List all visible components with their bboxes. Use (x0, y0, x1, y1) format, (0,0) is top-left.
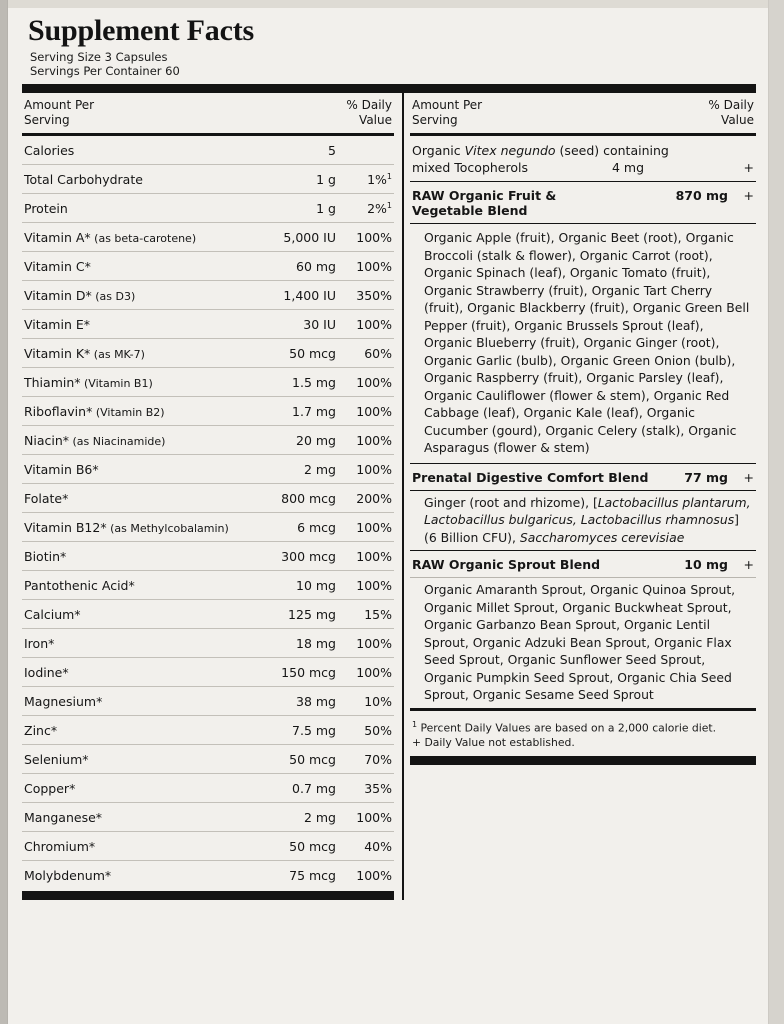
table-row (22, 165, 394, 194)
nutrient-amount: 5 (269, 136, 338, 165)
table-row (22, 484, 394, 513)
nutrient-amount: 20 mg (269, 426, 338, 455)
nutrient-name: Calories (22, 136, 269, 165)
page-right-edge (768, 0, 784, 1024)
top-rule (22, 84, 756, 93)
sprout-blend-row (410, 551, 756, 577)
page-title: Supplement Facts (28, 14, 254, 47)
page-left-edge (0, 0, 8, 1024)
table-row (22, 658, 394, 687)
nutrient-amount: 38 mg (269, 687, 338, 716)
digestive-blend-row (410, 464, 756, 490)
left-column (22, 93, 402, 900)
nutrient-amount: 1.5 mg (269, 368, 338, 397)
nutrient-name: Vitamin D* (as D3) (22, 281, 269, 310)
nutrient-table (22, 136, 394, 889)
table-row (22, 542, 394, 571)
sprout-blend-name: RAW Organic Sprout Blend (412, 557, 601, 572)
right-dv-header: % Daily Value (708, 98, 754, 127)
table-row (22, 716, 394, 745)
fruit-veg-blend-row (410, 182, 756, 223)
nutrient-daily-value: 50% (338, 716, 394, 745)
nutrient-daily-value: 100% (338, 368, 394, 397)
nutrient-name: Pantothenic Acid* (22, 571, 269, 600)
nutrient-name: Riboflavin* (Vitamin B2) (22, 397, 269, 426)
table-row (22, 629, 394, 658)
nutrient-name: Manganese* (22, 803, 269, 832)
digestive-blend-ingredients: Ginger (root and rhizome), [Lactobacillus plantarum, Lactobacillus bulgaricus, Lactobacillus rhamnosus] (6 Billion CFU), Saccharomyces cerevisiae (424, 494, 751, 545)
left-bottom-rule (22, 891, 394, 900)
digestive-blend-dv: + (743, 469, 754, 485)
nutrient-amount: 1,400 IU (269, 281, 338, 310)
nutrient-name: Vitamin C* (22, 252, 269, 281)
nutrient-name-sub: (as MK-7) (90, 348, 145, 362)
fruit-veg-blend-name: RAW Organic Fruit & Vegetable Blend (412, 188, 557, 218)
nutrient-amount: 125 mg (269, 600, 338, 629)
nutrient-amount: 18 mg (269, 629, 338, 658)
vitex-amount: 4 mg (611, 160, 645, 175)
nutrient-name: Folate* (22, 484, 269, 513)
table-row (22, 832, 394, 861)
table-row (22, 803, 394, 832)
table-row (22, 774, 394, 803)
right-column (410, 93, 756, 900)
table-row (22, 136, 394, 165)
fruit-veg-blend-amount: 870 mg (675, 188, 728, 203)
table-row (22, 571, 394, 600)
footnote-1: $^1$ Percent Daily Values are based on a 2,000 calorie diet. (412, 719, 717, 735)
nutrient-daily-value: 100% (338, 426, 394, 455)
supplement-facts-panel (22, 10, 756, 900)
column-divider (402, 93, 404, 900)
nutrient-amount: 10 mg (269, 571, 338, 600)
nutrient-daily-value: 100% (338, 252, 394, 281)
nutrient-name: Iodine* (22, 658, 269, 687)
nutrient-amount: 1.7 mg (269, 397, 338, 426)
table-row (22, 281, 394, 310)
nutrient-daily-value: 350% (338, 281, 394, 310)
right-column-header (410, 93, 756, 133)
table-row (22, 513, 394, 542)
fruit-veg-blend-dv: + (743, 188, 754, 203)
nutrient-daily-value: 100% (338, 513, 394, 542)
digestive-blend-name: Prenatal Digestive Comfort Blend (412, 469, 649, 485)
nutrient-daily-value: 100% (338, 455, 394, 484)
top-sliver (8, 0, 768, 8)
table-row (22, 687, 394, 716)
nutrient-name: Magnesium* (22, 687, 269, 716)
footnote-marker: 1 (386, 172, 392, 181)
nutrient-name: Vitamin A* (as beta-carotene) (22, 223, 269, 252)
nutrient-name-sub: (as beta-carotene) (90, 232, 197, 246)
nutrient-amount: 1 g (269, 165, 338, 194)
table-row (22, 194, 394, 223)
nutrient-daily-value: 1%$^1$ (338, 165, 394, 194)
table-row (22, 223, 394, 252)
nutrient-amount: 75 mcg (289, 868, 336, 884)
footnote-2: + Daily Value not established. (412, 736, 575, 750)
left-amount-header: Amount Per Serving (24, 98, 95, 127)
table-row (22, 368, 394, 397)
nutrient-name: Zinc* (22, 716, 269, 745)
vitex-line2: mixed Tocopherols 4 mg + (412, 160, 754, 175)
nutrient-daily-value: 100% (338, 571, 394, 600)
footnotes (410, 711, 756, 751)
servings-per-container: Servings Per Container 60 (30, 64, 180, 78)
nutrient-name: Thiamin* (Vitamin B1) (22, 368, 269, 397)
table-row (22, 745, 394, 774)
nutrient-name: Chromium* (22, 832, 269, 861)
nutrient-daily-value: 100% (338, 223, 394, 252)
nutrient-name-sub: (as D3) (91, 290, 136, 304)
nutrient-daily-value: 100% (338, 397, 394, 426)
nutrient-daily-value: 200% (338, 484, 394, 513)
table-row (22, 600, 394, 629)
nutrient-name-sub: (Vitamin B2) (92, 406, 165, 420)
nutrient-amount: 7.5 mg (269, 716, 338, 745)
table-row (22, 339, 394, 368)
nutrient-daily-value: 10% (338, 687, 394, 716)
nutrient-amount: 50 mcg (269, 745, 338, 774)
nutrient-daily-value: 60% (338, 339, 394, 368)
nutrient-amount: 300 mcg (269, 542, 338, 571)
table-row (22, 861, 394, 890)
nutrient-amount: 0.7 mg (269, 774, 338, 803)
nutrient-daily-value: 100% (338, 658, 394, 687)
left-column-header (22, 93, 394, 133)
right-bottom-rule (410, 756, 756, 765)
nutrient-name: Molybdenum* (24, 868, 112, 884)
nutrient-amount: 6 mcg (269, 513, 338, 542)
sprout-blend-dv: + (743, 557, 754, 572)
footnote-marker: 1 (386, 201, 392, 211)
nutrient-daily-value (338, 136, 394, 165)
nutrient-name: Calcium* (22, 600, 269, 629)
nutrient-daily-value: 70% (338, 745, 394, 774)
nutrient-name: Iron* (22, 629, 269, 658)
nutrient-daily-value: 100% (338, 542, 394, 571)
nutrient-daily-value: 100% (338, 310, 394, 339)
table-row (22, 252, 394, 281)
nutrient-daily-value: 100% (338, 629, 394, 658)
nutrient-name-sub: (as Methylcobalamin) (106, 522, 229, 536)
digestive-blend-amount: 77 mg (684, 469, 728, 485)
nutrient-name: Copper* (22, 774, 269, 803)
nutrient-amount: 150 mcg (269, 658, 338, 687)
left-dv-header: % Daily Value (346, 98, 392, 127)
nutrient-amount: 30 IU (269, 310, 338, 339)
nutrient-name: Niacin* (as Niacinamide) (22, 426, 269, 455)
nutrient-amount: 1 g (269, 194, 338, 223)
table-row (22, 426, 394, 455)
nutrient-name: Biotin* (22, 542, 269, 571)
nutrient-amount: 2 mg (269, 803, 338, 832)
nutrient-amount: 60 mg (269, 252, 338, 281)
nutrient-name: Vitamin B6* (22, 455, 269, 484)
nutrient-daily-value: 100% (338, 803, 394, 832)
sprout-blend-ingredients: Organic Amaranth Sprout, Organic Quinoa Sprout, Organic Millet Sprout, Organic Buckwheat Sprout, Organic Garbanzo Bean Sprout, Organic Lentil Sprout, Organic Adzuki Bean Sprout, Organic Flax Seed Sprout, Organic Sunflower Seed Sprout, Organic Pumpkin Seed Sprout, Organic Chia Seed Sprout, Organic Sesame Seed Sprout (424, 582, 736, 702)
sprout-blend-amount: 10 mg (684, 557, 728, 572)
nutrient-amount: 50 mcg (269, 832, 338, 861)
nutrient-amount: 2 mg (269, 455, 338, 484)
vitex-line1: Organic Vitex negundo (seed) containing (412, 143, 669, 158)
nutrient-amount: 800 mcg (269, 484, 338, 513)
nutrient-amount: 50 mcg (269, 339, 338, 368)
vitex-row (410, 136, 756, 181)
right-amount-header: Amount Per Serving (412, 98, 483, 127)
nutrient-daily-value: 35% (338, 774, 394, 803)
nutrient-name: Vitamin B12* (as Methylcobalamin) (22, 513, 269, 542)
table-row (22, 397, 394, 426)
nutrient-name: Protein (22, 194, 269, 223)
fruit-veg-blend-ingredients: Organic Apple (fruit), Organic Beet (root), Organic Broccoli (stalk & flower), Organic Carrot (root), Organic Spinach (leaf), Organic Tomato (fruit), Organic Strawberry (fruit), Organic Tart Cherry (fruit), Organic Blackberry (fruit), Organic Green Bell Pepper (fruit), Organic Brussels Sprout (leaf), Organic Blueberry (fruit), Organic Ginger (root), Organic Garlic (bulb), Organic Green Onion (bulb), Organic Raspberry (fruit), Organic Parsley (leaf), Organic Cauliflower (flower & stem), Organic Red Cabbage (leaf), Organic Kale (leaf), Organic Cucumber (gourd), Organic Celery (stalk), Organic Asparagus (flower & stem) (424, 230, 750, 455)
nutrient-daily-value: 15% (338, 600, 394, 629)
nutrient-name: Selenium* (22, 745, 269, 774)
serving-size: Serving Size 3 Capsules (30, 50, 168, 64)
nutrient-name: Vitamin E* (22, 310, 269, 339)
table-row (22, 455, 394, 484)
nutrient-name-sub: (as Niacinamide) (69, 435, 166, 449)
table-row (22, 310, 394, 339)
nutrient-name-sub: (Vitamin B1) (80, 377, 153, 391)
nutrient-daily-value: 2%$^1$ (338, 194, 394, 223)
vitex-dv: + (743, 160, 754, 175)
facts-columns (22, 93, 756, 900)
nutrient-daily-value: 40% (338, 832, 394, 861)
nutrient-name: Vitamin K* (as MK-7) (22, 339, 269, 368)
nutrient-daily-value: 100% (356, 868, 392, 884)
nutrient-name: Total Carbohydrate (22, 165, 269, 194)
nutrient-amount: 5,000 IU (269, 223, 338, 252)
